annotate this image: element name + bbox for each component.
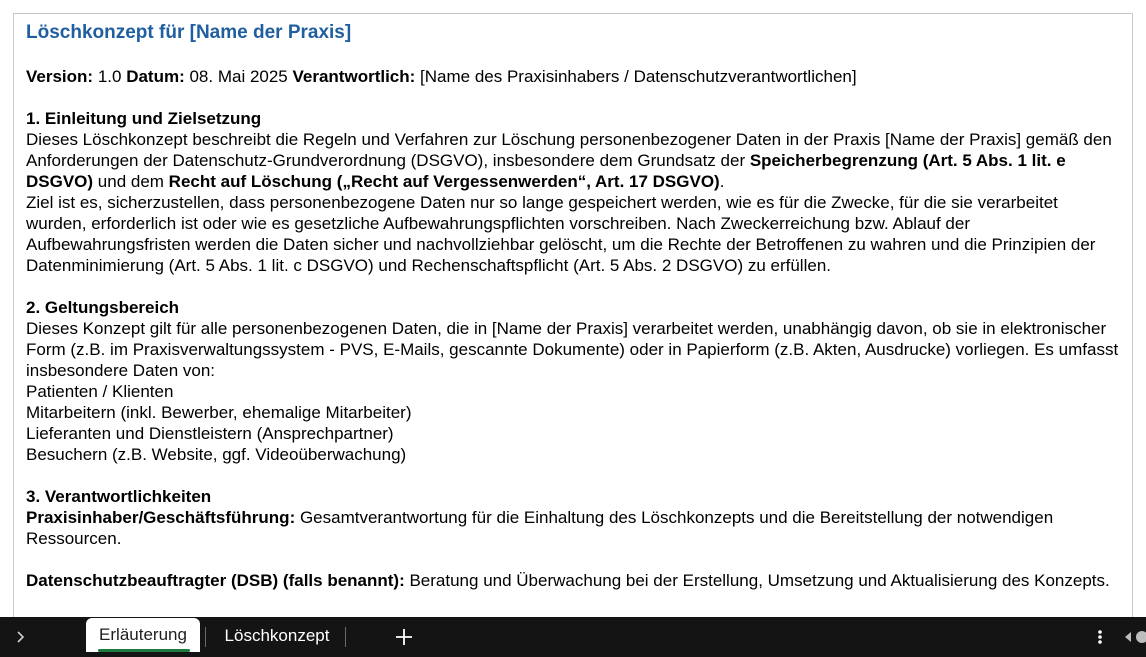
- section1-p1-text-c: und dem: [93, 172, 169, 191]
- version-label: Version:: [26, 67, 94, 86]
- list-item: Besuchern (z.B. Website, ggf. Videoüberwachung): [26, 445, 407, 464]
- responsibility-owner-text: Gesamtverantwortung für die Einhaltung des Löschkonzepts und die Bereitstellung der notwendigen Ressourcen.: [26, 508, 1054, 548]
- responsibility-dsb: [26, 570, 1120, 591]
- chevron-right-icon[interactable]: [8, 627, 32, 647]
- sheet-tab-bar: [0, 617, 1146, 657]
- responsibility-owner-label: Praxisinhaber/Geschäftsführung:: [26, 508, 296, 527]
- list-item: Patienten / Klienten: [26, 382, 174, 401]
- section-heading-2-text: 2. Geltungsbereich: [26, 298, 180, 317]
- section1-paragraph-2: Ziel ist es, sicherzustellen, dass personenbezogene Daten nur so lange gespeichert werden, wie es für die Zwecke, für die sie verarbeitet wurden, erforderlich ist oder wie es gesetzliche Aufbewahrungspflichten vorschreiben. Nach Zweckerreichung bzw. Ablauf der Aufbewahrungsfristen werden die Daten sicher und nachvollziehbar gelöscht, um die Rechte der Betroffenen zu wahren und die Prinzipien der Datenminimierung (Art. 5 Abs. 1 lit. c DSGVO) und Rechenschaftspflicht (Art. 5 Abs. 2 DSGVO) zu erfüllen.: [26, 193, 1096, 275]
- date-label: Datum:: [126, 67, 185, 86]
- tab-loeschkonzept[interactable]: [210, 617, 344, 657]
- section1-p1-text-a: Dieses Löschkonzept beschreibt die Regeln und Verfahren zur Löschung personenbezogener Daten in der Praxis [Name der Praxis] gemäß den Anforderungen der Datenschutz-Grundverordnung (DSGVO), insbesondere dem Grundsatz der: [26, 130, 1112, 170]
- tab-separator: [205, 627, 206, 647]
- tab-label: Löschkonzept: [224, 626, 330, 645]
- section1-p1-bold-2: Recht auf Löschung („Recht auf Vergessenwerden“, Art. 17 DSGVO): [168, 172, 720, 191]
- section1-p1-text-d: .: [719, 172, 725, 191]
- active-tab-indicator: [98, 649, 190, 652]
- list-item: Mitarbeitern (inkl. Bewerber, ehemalige Mitarbeiter): [26, 403, 412, 422]
- section2-intro: Dieses Konzept gilt für alle personenbezogenen Daten, die in [Name der Praxis] verarbeitet werden, unabhängig davon, ob sie in elektronischer Form (z.B. im Praxisverwaltungssystem - PVS, E-Mails, gescannte Dokumente) oder in Papierform (z.B. Akten, Ausdrucke) vorliegen. Es umfasst insbesondere Daten von:: [26, 319, 1119, 380]
- worksheet-area[interactable]: [13, 13, 1133, 617]
- responsibility-owner: [26, 507, 1120, 549]
- section-heading-1-text: 1. Einleitung und Zielsetzung: [26, 109, 262, 128]
- section-heading-3-text: 3. Verantwortlichkeiten: [26, 487, 212, 506]
- tab-label: Erläuterung: [99, 625, 187, 644]
- section-heading-3: [26, 486, 1120, 507]
- responsible-label: Verantwortlich:: [292, 67, 416, 86]
- responsible-value: [Name des Praxisinhabers / Datenschutzverantwortlichen]: [415, 67, 857, 86]
- tab-erlaeuterung[interactable]: [86, 618, 200, 652]
- responsibility-dsb-text: Beratung und Überwachung bei der Erstellung, Umsetzung und Aktualisierung des Konzepts.: [404, 571, 1110, 590]
- text-box[interactable]: [14, 14, 1132, 591]
- meta-line: [26, 66, 1120, 87]
- responsibility-dsb-label: Datenschutzbeauftragter (DSB) (falls benannt):: [26, 571, 405, 590]
- version-value: 1.0: [93, 67, 127, 86]
- plus-icon[interactable]: [390, 623, 418, 651]
- list-item: Lieferanten und Dienstleistern (Ansprechpartner): [26, 424, 394, 443]
- section1-paragraph-1: [26, 129, 1120, 192]
- section-heading-2: [26, 297, 1120, 318]
- document-title: Löschkonzept für [Name der Praxis]: [26, 22, 352, 43]
- scroll-left-icon[interactable]: [1120, 629, 1146, 645]
- section1-p1-bold-1: Speicherbegrenzung (Art. 5 Abs. 1 lit. e DSGVO): [26, 151, 1066, 191]
- tab-separator: [345, 627, 346, 647]
- vertical-ellipsis-icon[interactable]: [1092, 625, 1108, 649]
- section-heading-1: [26, 108, 1120, 129]
- date-value: 08. Mai 2025: [184, 67, 293, 86]
